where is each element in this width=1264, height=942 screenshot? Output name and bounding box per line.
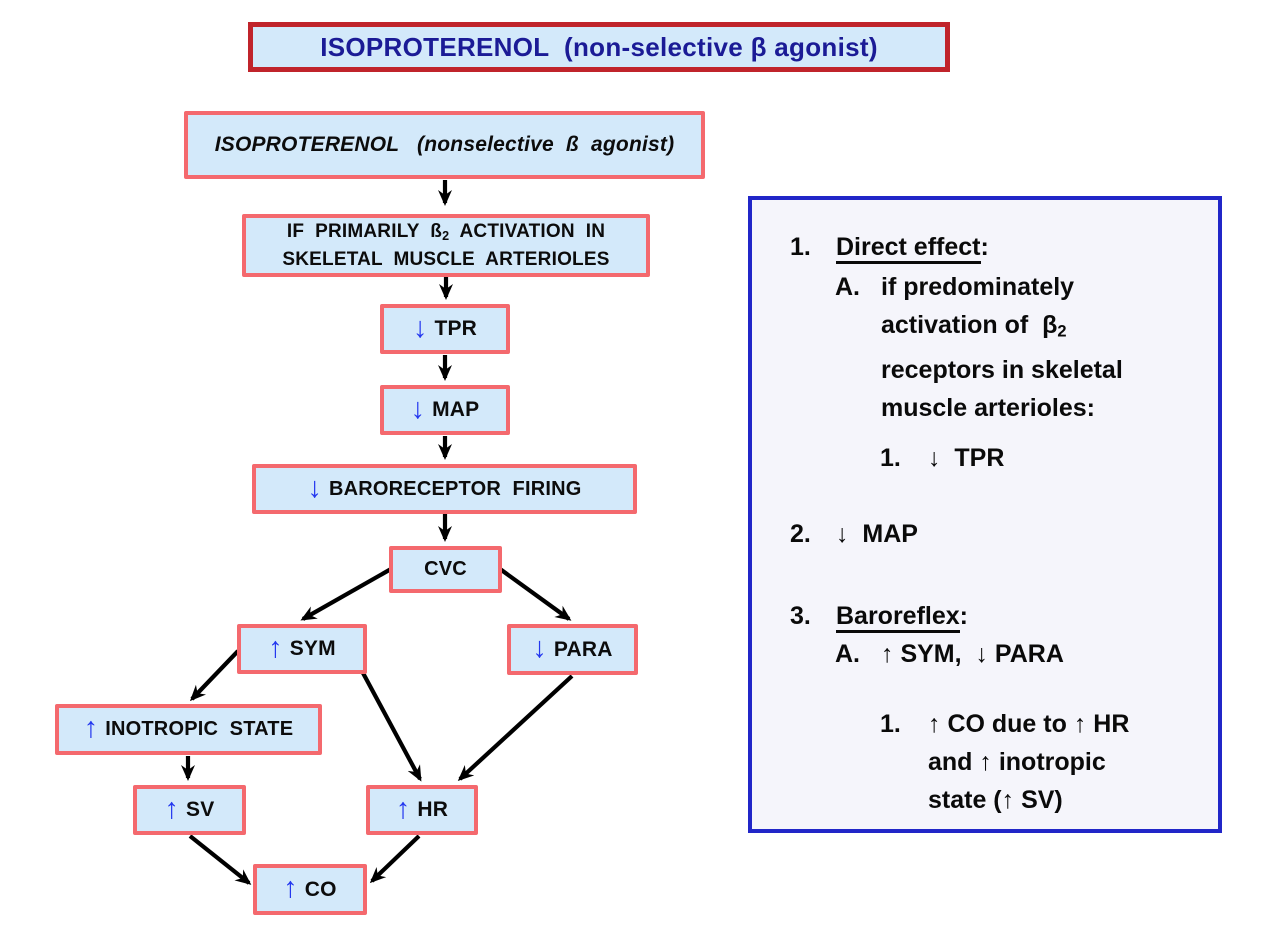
up-arrow-icon: ↑: [164, 792, 180, 825]
node-label-line2: SKELETAL MUSCLE ARTERIOLES: [282, 248, 610, 270]
note-item-3a1: [880, 705, 1208, 819]
note-text: if predominately activation of β2 receptors in skeletal muscle arterioles:: [881, 273, 1130, 422]
node-label: PARA: [553, 637, 613, 661]
note-item-3a: [835, 635, 1208, 673]
down-arrow-icon: ↓: [410, 392, 426, 425]
note-heading: Direct effect:: [836, 228, 989, 266]
node-isoproterenol: [184, 111, 705, 179]
note-item-map: [790, 515, 1208, 553]
arrow-sym-to-hr: [363, 673, 420, 779]
up-arrow-icon: ↑: [395, 792, 411, 825]
note-item-direct-effect: [790, 228, 1208, 266]
node-activation: [242, 214, 650, 277]
node-sym: [237, 624, 367, 674]
down-arrow-icon: ↓: [412, 311, 428, 344]
arrow-sv-to-co: [190, 836, 249, 883]
node-label: MAP: [432, 398, 480, 421]
note-number: 1.: [880, 443, 901, 472]
note-heading: Baroreflex:: [836, 597, 968, 635]
note-item-1a: [835, 268, 1208, 427]
node-baroreceptor-firing: [252, 464, 637, 514]
note-text: ↓ MAP: [836, 519, 918, 548]
note-text: ↑ CO due to ↑ HR and ↑ inotropic state (↑ SV): [928, 709, 1137, 814]
note-item-baroreflex: [790, 597, 1208, 635]
arrow-sym-to-inotropic: [192, 651, 238, 699]
note-text: ↑ SYM, ↓ PARA: [881, 639, 1064, 668]
up-arrow-icon: ↑: [283, 872, 298, 904]
note-item-1a1: [880, 439, 1208, 477]
node-sv: [133, 785, 246, 835]
arrow-para-to-hr: [460, 676, 572, 779]
node-cvc: [389, 546, 502, 593]
note-number: 1.: [880, 709, 901, 738]
node-label: ISOPROTERENOL (nonselective ß agonist): [214, 133, 675, 156]
down-arrow-icon: ↓: [532, 632, 547, 664]
node-label: CO: [304, 877, 337, 901]
node-label: CVC: [424, 558, 467, 580]
note-number: 3.: [790, 601, 811, 630]
notes-panel: [748, 196, 1222, 833]
node-tpr: [380, 304, 510, 354]
page-title: ISOPROTERENOL (non-selective β agonist): [320, 31, 878, 62]
node-label: SYM: [289, 637, 336, 660]
node-label: SV: [186, 798, 215, 821]
note-text: ↓ TPR: [928, 443, 1005, 472]
node-label: INOTROPIC STATE: [105, 718, 294, 740]
note-number: A.: [835, 639, 860, 668]
down-arrow-icon: ↓: [307, 471, 322, 504]
arrow-cvc-to-para: [500, 569, 569, 619]
title-box: [248, 22, 950, 72]
node-label: TPR: [434, 317, 478, 340]
node-map: [380, 385, 510, 435]
arrow-cvc-to-sym: [303, 569, 391, 619]
node-para: [507, 624, 638, 675]
note-number: A.: [835, 273, 860, 301]
arrow-hr-to-co: [372, 836, 419, 881]
node-co: [253, 864, 367, 915]
up-arrow-icon: ↑: [83, 712, 99, 744]
note-number: 1.: [790, 233, 811, 261]
up-arrow-icon: ↑: [268, 631, 283, 664]
node-label: HR: [417, 798, 449, 821]
node-label-line1: IF PRIMARILY ß2 ACTIVATION IN: [286, 220, 606, 243]
node-hr: [366, 785, 478, 835]
node-inotropic-state: [55, 704, 322, 755]
node-label: BARORECEPTOR FIRING: [328, 477, 582, 500]
note-number: 2.: [790, 519, 811, 548]
